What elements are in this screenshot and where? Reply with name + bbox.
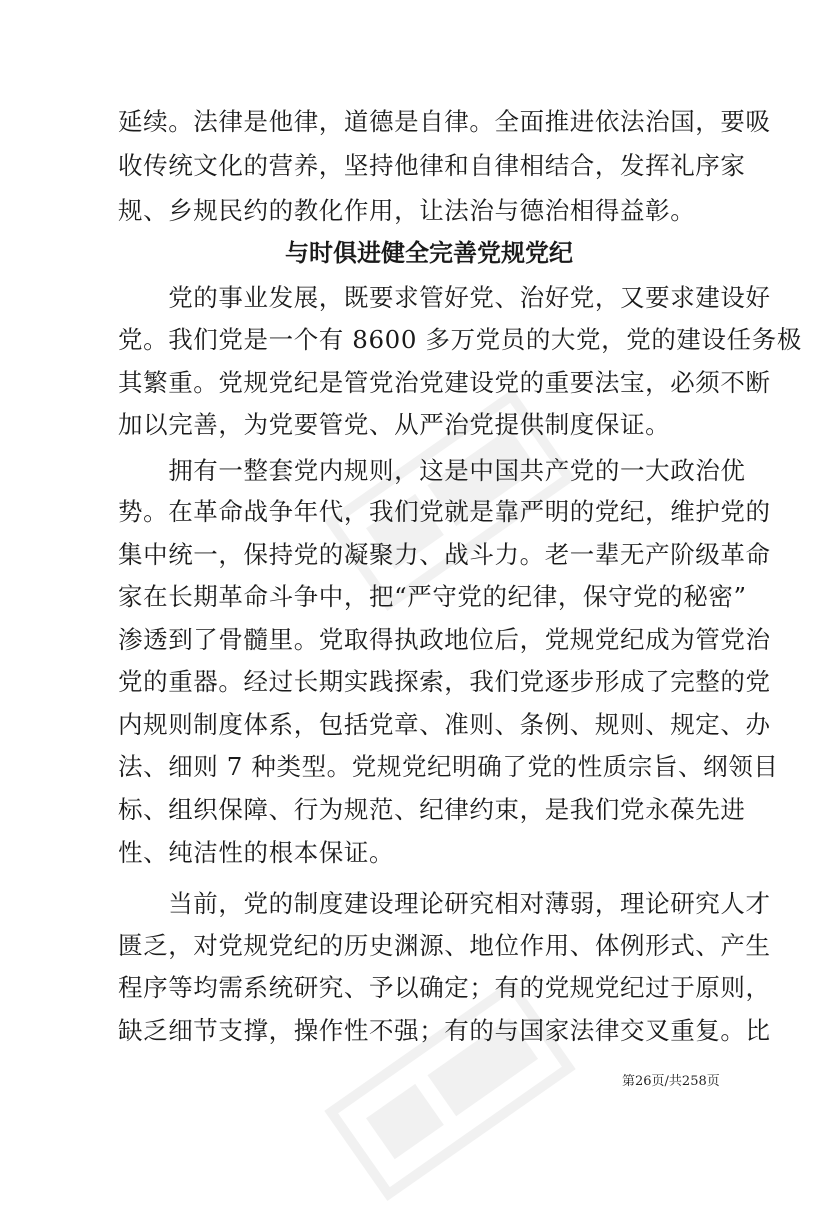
text-line: 延续。法律是他律，道德是自律。全面推进依法治国，要吸 <box>118 107 771 136</box>
text-line: 收传统文化的营养，坚持他律和自律相结合，发挥礼序家 <box>118 151 746 180</box>
text-line: 程序等均需系统研究、予以确定；有的党规党纪过于原则， <box>118 973 771 1002</box>
text-line: 拥有一整套党内规则，这是中国共产党的一大政治优 <box>118 456 746 485</box>
text-line: 法、细则 7 种类型。党规党纪明确了党的性质宗旨、纲领目 <box>118 752 779 781</box>
text-line: 集中统一，保持党的凝聚力、战斗力。老一辈无产阶级革命 <box>118 540 771 569</box>
text-line: 内规则制度体系，包括党章、准则、条例、规则、规定、办 <box>118 710 771 739</box>
text-line: 匮乏，对党规党纪的历史渊源、地位作用、体例形式、产生 <box>118 931 771 960</box>
text-line: 标、组织保障、行为规范、纪律约束，是我们党永葆先进 <box>118 795 746 824</box>
text-line: 加以完善，为党要管党、从严治党提供制度保证。 <box>118 410 671 439</box>
text-line: 其繁重。党规党纪是管党治党建设党的重要法宝，必须不断 <box>118 368 771 397</box>
text-line: 渗透到了骨髓里。党取得执政地位后，党规党纪成为管党治 <box>118 625 771 654</box>
text-line: 缺乏细节支撑，操作性不强；有的与国家法律交叉重复。比 <box>118 1016 771 1045</box>
text-line: 家在长期革命斗争中，把“严守党的纪律，保守党的秘密” <box>118 582 747 611</box>
text-line: 当前，党的制度建设理论研究相对薄弱，理论研究人才 <box>118 889 771 918</box>
section-heading: 与时俱进健全完善党规党纪 <box>285 238 573 267</box>
text-line: 性、纯洁性的根本保证。 <box>118 838 395 867</box>
text-line: 势。在革命战争年代，我们党就是靠严明的党纪，维护党的 <box>118 497 771 526</box>
page-number: 第26页/共258页 <box>622 1074 720 1089</box>
text-line: 党的事业发展，既要求管好党、治好党，又要求建设好 <box>118 283 771 312</box>
text-line: 规、乡规民约的教化作用，让法治与德治相得益彰。 <box>118 196 696 225</box>
text-line: 党。我们党是一个有 8600 多万党员的大党，党的建设任务极 <box>118 325 802 354</box>
text-line: 党的重器。经过长期实践探索，我们党逐步形成了完整的党 <box>118 667 771 696</box>
